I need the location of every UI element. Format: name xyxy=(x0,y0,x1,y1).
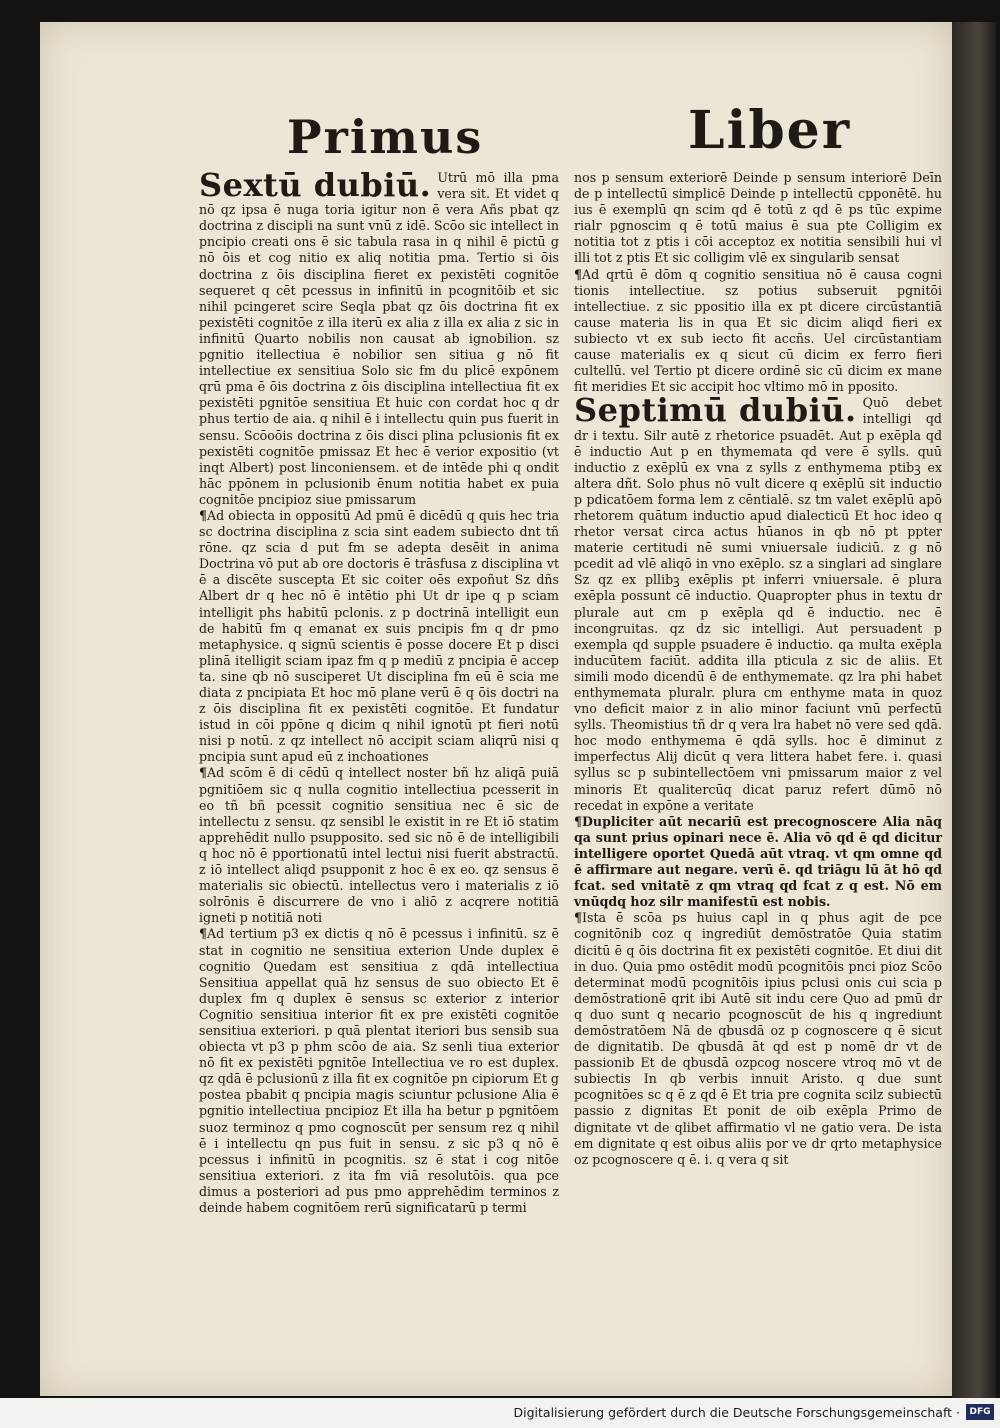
running-head-right: Liber xyxy=(688,100,852,161)
section-heading: Septimū dubiū. xyxy=(574,391,857,430)
footer-bar xyxy=(0,1398,1000,1428)
paragraph: ¶Ad tertium p3 ex dictis q nō ē pcessus i infinitū. sz ē stat in cognitio ne sensitiua exterion Unde duplex ē cognitio Quedam est sensitiua z qdā intellectiua Sensitiua appellat quā hz sensus de suo obiecto Et ē duplex fm q duplex ē sensus sc exterior z interior Cognitio sensitiua interior fit ex pre existēti cognitōe sensitiua exteriori. p quā plentat iteriori bus sensib sua obiecta vt p3 p phm scōo de aia. Sz senli tiua exterior nō fit ex pexistēti pgnitōe Intellectiua ve ro est duplex. qz qdā ē pclusionū z illa fit ex cognitōe pn cipiorum Et g postea pbabit q pncipia magis sciuntur pclusione Alia ē pgnitio intellectiua pncipioz Et illa ha betur p pgnitōem suoz terminoz q pmo cognoscūt per sensum rez q nihil ē i intellectu qn pus fuit in sensu. z sic p3 q nō ē pcessus i infinitū in pcognitis. sz ē stat i cog nitōe sensitiua exteriori. z ita fm viā resolutōis. qua pce dimus a posteriori ad pus pmo apprehēdim terminos z deinde habem cognitōem rerū significatarū p termi xyxy=(199,926,559,1215)
paragraph: ¶Dupliciter aūt necariū est precognoscere Alia nāq qa sunt prius opinari nece ē. Alia vō qd ē qd dicitur intelligere oportet Quedā aūt vtraq. vt qm omne qd ē affirmare aut negare. verū ē. qd triāgu lū āt hō qd fcat. sed vnitatē z qm vtraq qd fcat z q est. Nō em vnūqdq hoz silr manifestū est nobis. xyxy=(574,813,942,910)
book-page xyxy=(40,22,952,1396)
paragraph: nos p sensum exteriorē Deinde p sensum interiorē Deīn de p intellectū simplicē Deinde p intellectū cpponētē. hu ius ē exemplū qn scim qd ē totū z qd ē ps tūc expime rialr pgnoscim q ē totū maius ē sua pte Colligim ex notitia tot z ptis i cōi acceptoz ex notitia sensibili hui vl illi tot z ptis Et sic colligim vlē ex singularib sensat xyxy=(574,170,942,266)
paragraph: ¶Ista ē scōa ps huius capl in q phus agit de pce cognitōnib coz q ingrediūt demōstratōe Quia statim dicitū ē q ōis doctrina fit ex pexistēti cognitōe. Et diui dit in duo. Quia pmo ostēdit modū pcognitōis pnci pioz Scōo determinat modū pcognitōis ipius pclusi onis cui scia p demōstrationē qrit ibi Autē sit indu cere Quo ad pmū dr q duo sunt q necario pcognoscūt de his q ingrediunt demōstratōem Nā de qbusdā oz p cognoscere q ē sicut de dignitatib. De qbusdā āt qd est p nomē dr vt de passionib Et de qbusdā ozpcog noscere vtroq mō vt de subiectis In qb verbis innuit Aristo. q due sunt pcognitōes sc q ē z qd ē Et tria pre cognita scilz subiectū passio z dignitas Et ponit de oib exēpla Primo de dignitate vt de qlibet affirmatio vl ne gatio vera. De ista em dignitate q est oibus aliis por ve dr qrto metaphysice oz pcognoscere q ē. i. q vera q sit xyxy=(574,910,942,1167)
pilcrow-icon: ¶ xyxy=(574,813,583,829)
pilcrow-icon: ¶ xyxy=(199,765,208,781)
pilcrow-icon: ¶ xyxy=(199,507,208,523)
pilcrow-icon: ¶ xyxy=(199,926,208,942)
funding-credit: Digitalisierung gefördert durch die Deutsche Forschungsgemeinschaft · xyxy=(513,1405,960,1420)
book-edge xyxy=(952,22,996,1402)
pilcrow-icon: ¶ xyxy=(574,266,583,282)
paragraph: Septimū dubiū. Quō debet intelligi qd dr i textu. Silr autē z rhetorice psuadēt. Aut p exēpla qd ē inductio Aut p en thymemata qd vere ē sylls. quū inductio z exēplū ex vna z sylls z enthymema ptibꝫ ex altera dñt. Solo phus nō vult dicere q exēplū sit inductio p pdicatōem forma lem z cēntialē. sz tm valet exēplū apō rhetorem quātum inductio apud dialecticū Et hoc ideo q rhetor versat circa actus hūanos in qb nō pt ppter materie certitudi nē sumi vniuersale iudiciū. z g nō pcedit ad vlē aliqō in vno exēplo. sz a singlari ad singlare Sz qz ex pllibꝫ exēplis pt inferri vniuersale. ē plura exēpla possunt cē inductio. Quapropter phus in textu dr plurale aut cm p exēpla qd ē inductio. nec ē incongruitas. qz dz sic intelligi. Aut persuadent p exempla qd supple psuadere ē inductio. qa multa exēpla inducūtem faciūt. addita illa pticula z sic de aliis. Et simili modo dicendū ē de enthymemate. qz lra phi habet enthymemata pluralr. plura cm enthyme mata in quoz vno deficit maior z in alio minor faciunt vnū perfectū sylls. Theomistius tñ dr q vera lra habet nō vere sed qdā. hoc modo enthymema ē qdā sylls. hoc ē diminut z imperfectus Alij dicūt q vera littera habet fere. i. quasi syllus sc p subintellectōem vni pmissarum maior z vel minoris Et qualitercūq dicat paruz refert dūmō nō recedat in expōne a veritate xyxy=(574,391,942,813)
paragraph: Sextū dubiū. Utrū mō illa pma vera sit. Et videt q nō qz ipsa ē nuga toria igitur non ē vera Añs pbat qz doctrina z discipli na sunt vnū z idē. Scōo sic intellect in pncipio creati ons ē sic tabula rasa in q nihil ē pictū g nō ōis et cog nitio ex aliq notitia pma. Tertio si ōis doctrina z ōis disciplina fieret ex pexistēti cognitōe sequeret q cēt pcessus in infinitū in pcognitōib et sic nihil pcingeret scire Seqla pbat qz ōis doctrina fit ex pexistēti cognitōe z illa iterū ex alia z illa ex alia z sic in infinitū Quarto nobilis non causat ab ignobilion. sz pgnitio itellectiua ē nobilior sen sitiua g nō fit intellectiue ex sensitiua Solo sic fm du plicē expōnem qrū pma ē ōis doctrina z ōis disciplina intellectiua fit ex pexistēti pgnitōe sensitiua Et huic con cordat hoc q dr phus tertio de aia. q nihil ē i intellectu quin pus fuerit in sensu. Scōoōis doctrina z ōis disci plina pclusionis fit ex pexistēti cognitōe pmissaz Et hec ē verior expositio (vt inqt Albert) post linconiensem. et de intēde phi q ondit hāc ppōnem in pclusionib ēnum notitia habet ex puia cognitōe pncipioz siue pmissarum xyxy=(199,166,559,507)
paragraph: ¶Ad scōm ē di cēdū q intellect noster bñ hz aliqā puiā pgnitiōem sic q nulla cognitio intellectiua pcesserit in eo tñ bñ pcessit cognitio sensitiua nec ē sic de intellectu z sensu. qz sensibl le existit in re Et iō statim apprehēdit nullo psupposito. sed sic nō ē de intelligibili q hoc nō ē pportionatū intel lectui nisi fuerit abstractū. z iō intellect aliqd psupponit z hoc ē ex eo. qz sensus ē materialis sic obiectū. intellectus vero i materialis z iō solrōnis ē discurrere de vno i aliō z acqrere notitiā igneti p notitiā noti xyxy=(199,765,559,926)
left-column xyxy=(199,166,559,1216)
paragraph: ¶Ad obiecta in oppositū Ad pmū ē dicēdū q quis hec tria sc doctrina disciplina z scia sint eadem subiecto dnt tñ rōne. qz scia d put fm se adepta desēit in anima Doctrina vō put ab ore doctoris ē trāsfusa z disciplina vt ē a discēte suscepta Et sic coiter oēs expoñut Sz dñs Albert dr q hec nō ē intētio phi Ut dr ipe q p sciam intelligit phs habitū pclonis. z p doctrinā intelligit eun de habitū fm q emanat ex suis pncipis fm q dr pmo metaphysice. q signū scientis ē posse docere Et p disci plinā itelligit sciam ipaz fm q p mediū z pncipia ē accep ta. sine qb nō susciperet Ut disciplina fm eū ē scia me diata z pncipiata Et hoc mō plane verū ē q ōis doctri na z ōis disciplina fit ex pexistēti cognitōe. Et fundatur istud in cōi ppōne q dicim q nihil ignotū pt fieri notū nisi p notū. z qz intellect nō accipit sciam aliqrū nisi q pncipia sunt apud eū z inchoationes xyxy=(199,507,559,765)
dfg-logo: DFG xyxy=(966,1404,994,1420)
running-head-left: Primus xyxy=(287,110,484,164)
pilcrow-icon: ¶ xyxy=(574,910,583,926)
right-column xyxy=(574,170,942,1168)
paragraph: ¶Ad qrtū ē dōm q cognitio sensitiua nō ē causa cogni tionis intellectiue. sz potius subseruit pgnitōi intellectiue. z sic ppositio illa ex pt dicere circūstantiā cause materia lis in qua Et sic dicim aliqd fieri ex subiecto vt ex sub iecto fit accñs. Uel circūstantiam cause materialis ex q sicut cū dicim ex ferro fieri cultellū. vel Tertio pt dicere ordinē sic cū dicim ex mane fit meridies Et sic accipit hoc vltimo mō in pposito. xyxy=(574,266,942,395)
section-heading: Sextū dubiū. xyxy=(199,166,432,204)
